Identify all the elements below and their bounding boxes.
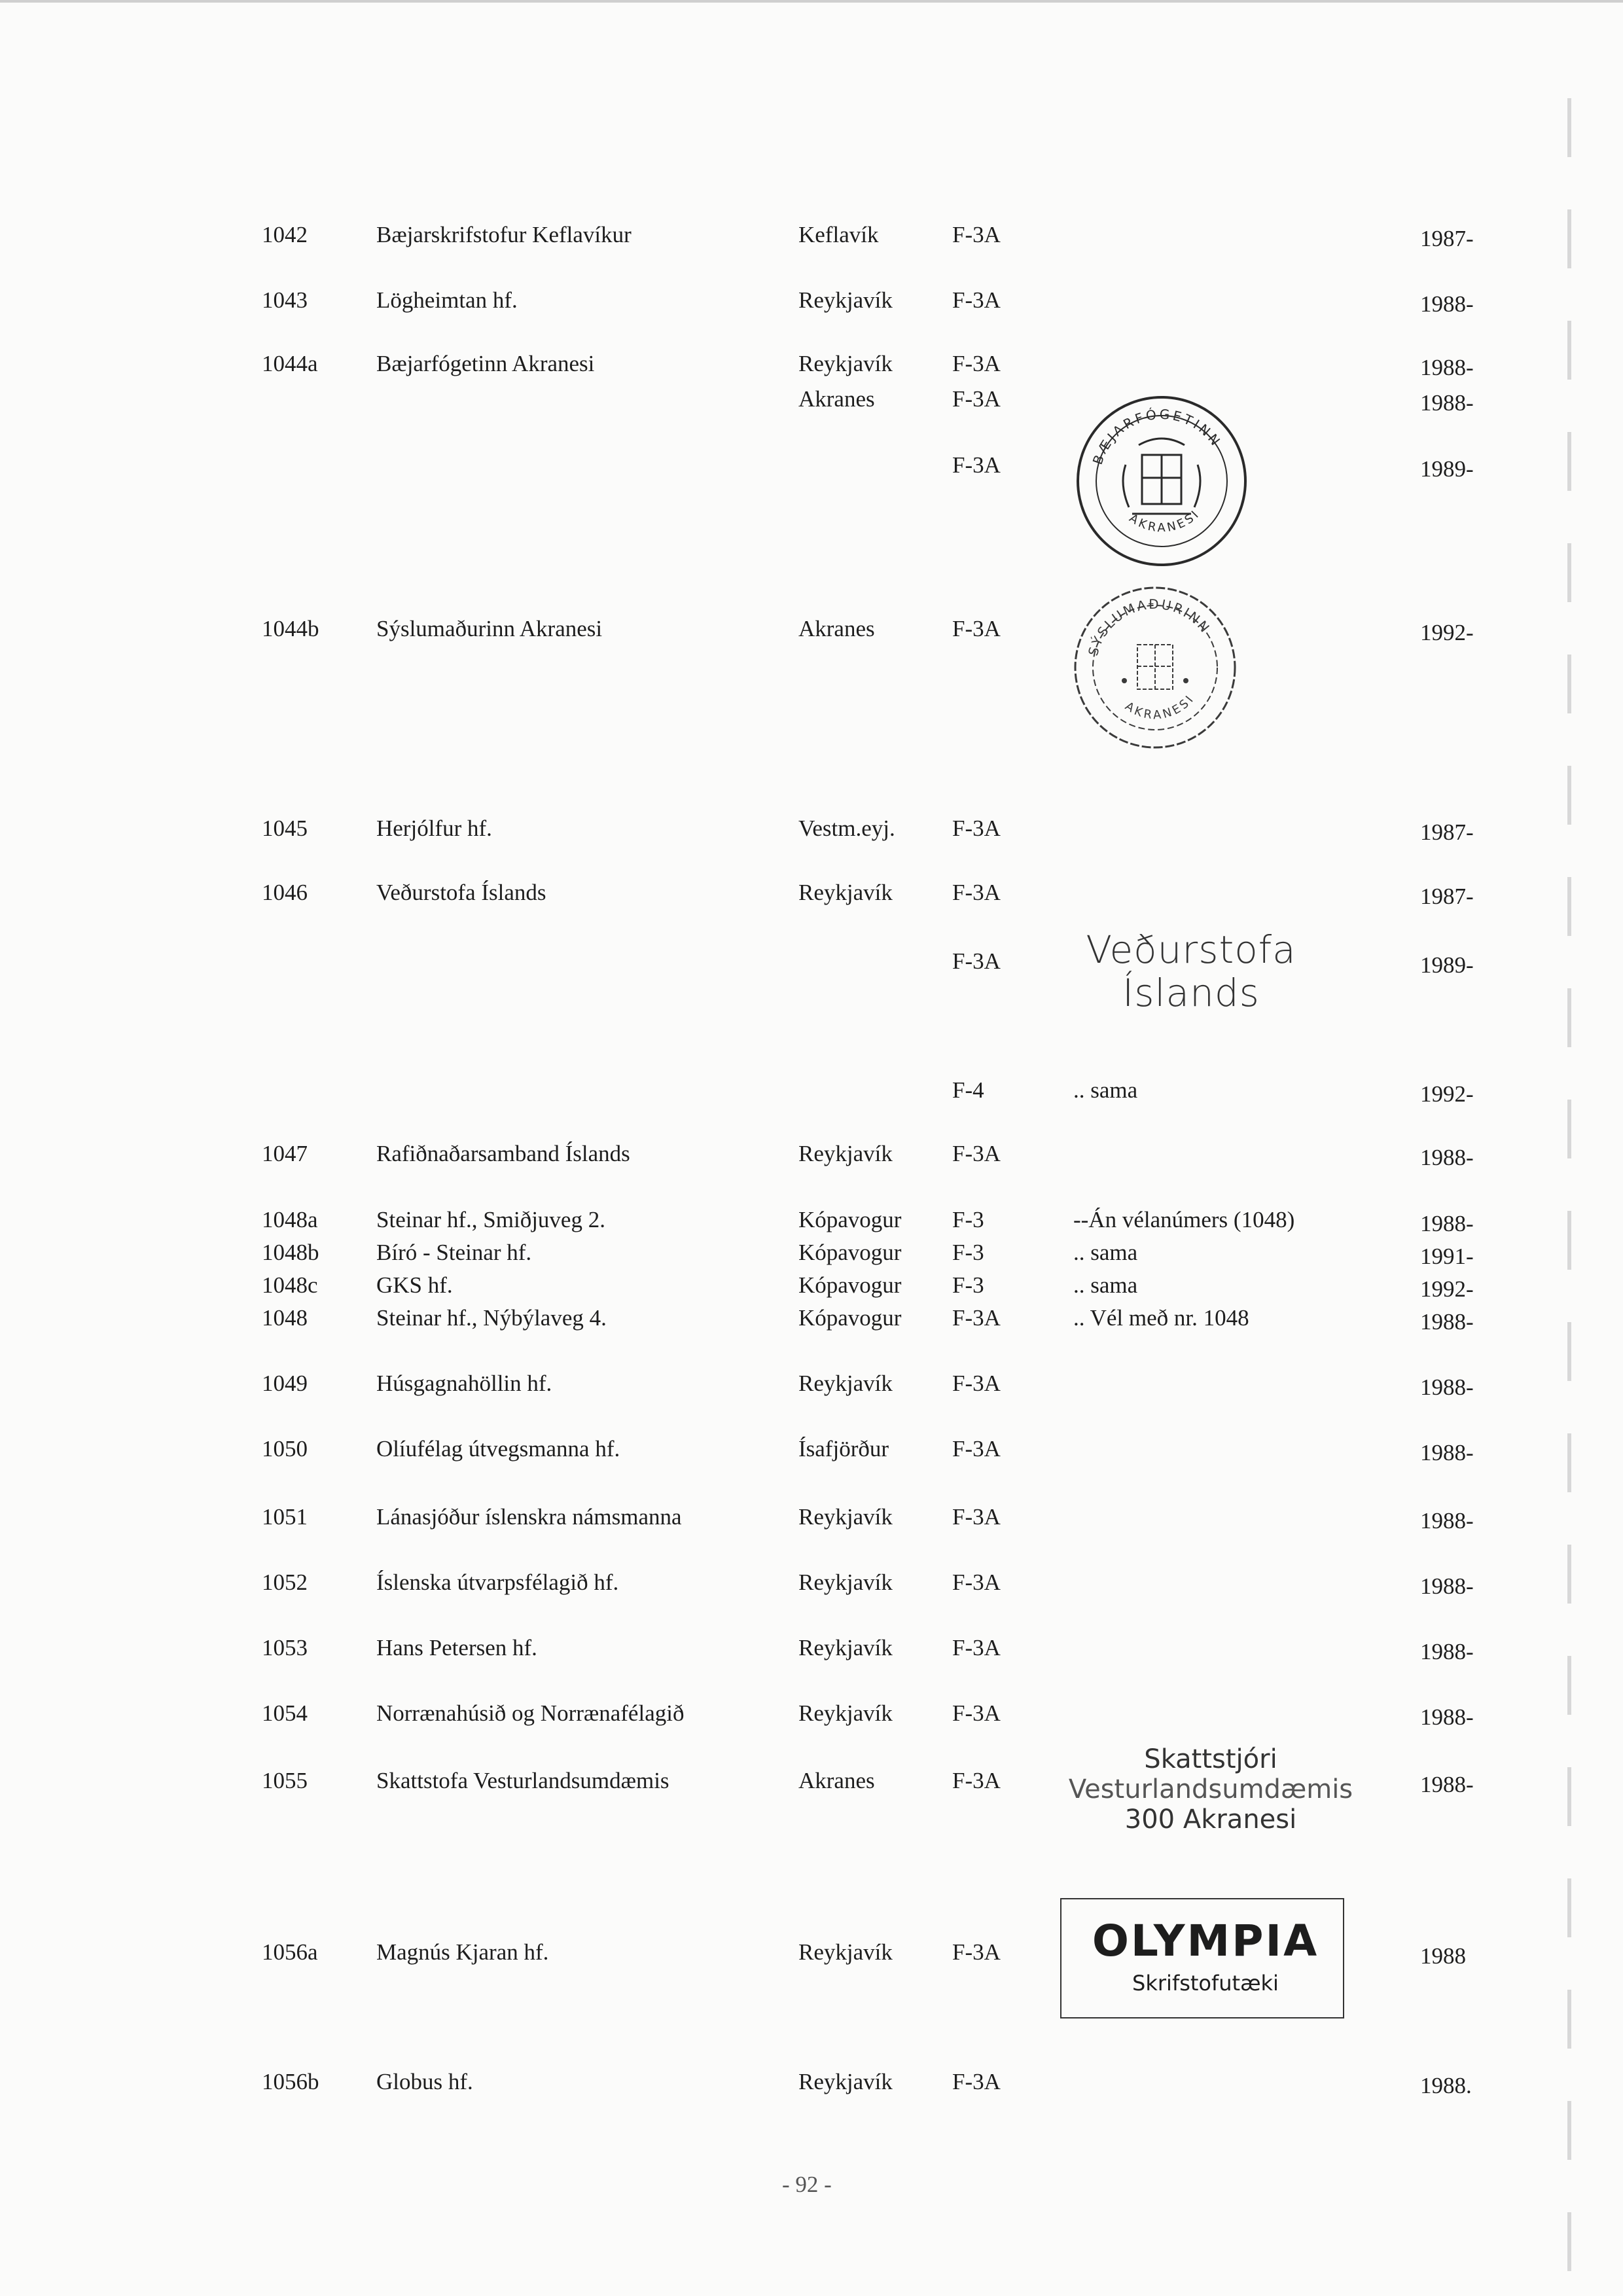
row-form: F-3 <box>952 1207 984 1232</box>
row-number: 1054 <box>262 1700 308 1726</box>
vedurstofa-stamp-line2: Íslands <box>1122 971 1260 1015</box>
scan-top-edge <box>0 0 1623 3</box>
row-number: 1056a <box>262 1939 318 1965</box>
row-year: 1988- <box>1420 1145 1474 1170</box>
row-name: Bíró - Steinar hf. <box>376 1240 532 1265</box>
row-place: Vestm.eyj. <box>798 816 895 841</box>
row-form: F-3A <box>952 386 1001 412</box>
row-note: .. sama <box>1073 1077 1138 1103</box>
skattstjori-stamp <box>1047 1744 1374 1835</box>
scan-margin-mark <box>1567 432 1571 491</box>
row-form: F-4 <box>952 1077 984 1103</box>
row-year: 1988- <box>1420 355 1474 380</box>
row-year: 1988. <box>1420 2073 1472 2098</box>
scan-margin-mark <box>1567 1656 1571 1715</box>
row-year: 1989- <box>1420 456 1474 482</box>
row-form: F-3A <box>952 1371 1001 1396</box>
row-form: F-3 <box>952 1272 984 1298</box>
row-place: Kópavogur <box>798 1305 902 1331</box>
row-place: Kópavogur <box>798 1240 902 1265</box>
row-form: F-3A <box>952 1939 1001 1965</box>
row-number: 1044a <box>262 351 318 376</box>
row-form: F-3A <box>952 1635 1001 1660</box>
row-form: F-3A <box>952 2069 1001 2094</box>
row-name: Húsgagnahöllin hf. <box>376 1371 552 1396</box>
row-year: 1988- <box>1420 1440 1474 1465</box>
row-year: 1988- <box>1420 1639 1474 1664</box>
row-form: F-3A <box>952 1504 1001 1530</box>
row-name: Bæjarskrifstofur Keflavíkur <box>376 222 632 247</box>
row-number: 1048a <box>262 1207 318 1232</box>
row-year: 1988- <box>1420 1374 1474 1400</box>
row-name: Magnús Kjaran hf. <box>376 1939 549 1965</box>
scan-margin-mark <box>1567 1433 1571 1492</box>
skatt-stamp-line1: Skattstjóri <box>1144 1744 1277 1774</box>
row-place: Reykjavík <box>798 351 893 376</box>
row-year: 1987- <box>1420 884 1474 909</box>
scan-margin-mark <box>1567 321 1571 380</box>
row-year: 1992- <box>1420 620 1474 645</box>
row-year: 1987- <box>1420 226 1474 251</box>
row-number: 1044b <box>262 616 319 641</box>
olympia-stamp <box>1060 1898 1344 2018</box>
row-name: Herjólfur hf. <box>376 816 492 841</box>
row-form: F-3A <box>952 948 1001 974</box>
row-note: --Án vélanúmers (1048) <box>1073 1207 1295 1232</box>
row-number: 1043 <box>262 287 308 313</box>
row-number: 1048 <box>262 1305 308 1331</box>
row-year: 1988- <box>1420 291 1474 317</box>
row-name: Norrænahúsið og Norrænafélagið <box>376 1700 685 1726</box>
row-number: 1056b <box>262 2069 319 2094</box>
row-place: Akranes <box>798 616 875 641</box>
scan-margin-mark <box>1567 1878 1571 1937</box>
svg-text:AKRANESI: AKRANESI <box>1126 507 1204 535</box>
svg-text:BÆJARFÓGETINN: BÆJARFÓGETINN <box>1089 406 1225 467</box>
scan-margin-mark <box>1567 1990 1571 2049</box>
skatt-stamp-line2: Vesturlandsumdæmis <box>1068 1774 1353 1804</box>
row-place: Ísafjörður <box>798 1436 889 1462</box>
row-number: 1048b <box>262 1240 319 1265</box>
row-year: 1987- <box>1420 819 1474 845</box>
row-name: Olíufélag útvegsmanna hf. <box>376 1436 620 1462</box>
row-name: Globus hf. <box>376 2069 473 2094</box>
row-place: Keflavík <box>798 222 879 247</box>
page-number: - 92 - <box>782 2172 832 2197</box>
scan-margin-mark <box>1567 988 1571 1047</box>
row-year: 1988- <box>1420 1508 1474 1534</box>
row-form: F-3A <box>952 351 1001 376</box>
olympia-subtitle: Skrifstofutæki <box>1132 1971 1279 1996</box>
row-place: Akranes <box>798 1768 875 1793</box>
row-name: Steinar hf., Smiðjuveg 2. <box>376 1207 605 1232</box>
vedurstofa-stamp-line1: Veðurstofa <box>1086 927 1296 972</box>
row-form: F-3A <box>952 1700 1001 1726</box>
scan-margin-mark <box>1567 543 1571 602</box>
row-name: Bæjarfógetinn Akranesi <box>376 351 595 376</box>
svg-text:AKRANESI: AKRANESI <box>1122 691 1198 723</box>
row-number: 1046 <box>262 880 308 905</box>
row-year: 1989- <box>1420 952 1474 978</box>
row-form: F-3A <box>952 616 1001 641</box>
scan-margin-mark <box>1567 209 1571 268</box>
row-form: F-3A <box>952 222 1001 247</box>
seal-syslumadurinn-icon <box>1067 583 1243 753</box>
row-name: Rafiðnaðarsamband Íslands <box>376 1141 630 1166</box>
row-name: Steinar hf., Nýbýlaveg 4. <box>376 1305 607 1331</box>
row-form: F-3A <box>952 1436 1001 1462</box>
row-number: 1042 <box>262 222 308 247</box>
row-name: Lánasjóður íslenskra námsmanna <box>376 1504 682 1530</box>
scan-margin-mark <box>1567 1322 1571 1381</box>
row-place: Kópavogur <box>798 1207 902 1232</box>
row-note: .. sama <box>1073 1272 1138 1298</box>
row-number: 1050 <box>262 1436 308 1462</box>
scan-margin-mark <box>1567 2212 1571 2271</box>
row-number: 1049 <box>262 1371 308 1396</box>
row-note: .. Vél með nr. 1048 <box>1073 1305 1249 1331</box>
row-form: F-3A <box>952 452 1001 478</box>
scan-margin-mark <box>1567 1767 1571 1826</box>
row-year: 1991- <box>1420 1244 1474 1269</box>
row-form: F-3A <box>952 880 1001 905</box>
row-name: Sýslumaðurinn Akranesi <box>376 616 603 641</box>
row-form: F-3A <box>952 1768 1001 1793</box>
scan-margin-mark <box>1567 1211 1571 1270</box>
row-place: Akranes <box>798 386 875 412</box>
row-name: GKS hf. <box>376 1272 453 1298</box>
row-number: 1055 <box>262 1768 308 1793</box>
row-form: F-3 <box>952 1240 984 1265</box>
row-place: Reykjavík <box>798 1371 893 1396</box>
row-place: Reykjavík <box>798 1635 893 1660</box>
row-number: 1045 <box>262 816 308 841</box>
row-form: F-3A <box>952 1141 1001 1166</box>
row-form: F-3A <box>952 287 1001 313</box>
row-year: 1992- <box>1420 1081 1474 1107</box>
row-place: Reykjavík <box>798 287 893 313</box>
row-place: Reykjavík <box>798 1570 893 1595</box>
row-name: Íslenska útvarpsfélagið hf. <box>376 1570 619 1595</box>
row-name: Veðurstofa Íslands <box>376 880 546 905</box>
row-year: 1988- <box>1420 1309 1474 1335</box>
row-year: 1988- <box>1420 1211 1474 1236</box>
row-number: 1051 <box>262 1504 308 1530</box>
seal-baejarfogetinn-icon <box>1073 393 1250 569</box>
svg-text:SÝSLUMAÐURINN: SÝSLUMAÐURINN <box>1084 596 1214 658</box>
skatt-stamp-line3: 300 Akranesi <box>1124 1804 1297 1835</box>
scan-margin-mark <box>1567 2101 1571 2160</box>
scan-margin-mark <box>1567 655 1571 713</box>
row-place: Reykjavík <box>798 1939 893 1965</box>
row-place: Kópavogur <box>798 1272 902 1298</box>
row-place: Reykjavík <box>798 2069 893 2094</box>
row-form: F-3A <box>952 816 1001 841</box>
row-year: 1988- <box>1420 390 1474 416</box>
row-name: Skattstofa Vesturlandsumdæmis <box>376 1768 669 1793</box>
row-place: Reykjavík <box>798 1141 893 1166</box>
scan-margin-mark <box>1567 766 1571 825</box>
row-number: 1053 <box>262 1635 308 1660</box>
scan-margin-mark <box>1567 1100 1571 1158</box>
scan-margin-mark <box>1567 98 1571 157</box>
row-place: Reykjavík <box>798 880 893 905</box>
row-form: F-3A <box>952 1305 1001 1331</box>
row-place: Reykjavík <box>798 1504 893 1530</box>
row-year: 1992- <box>1420 1276 1474 1302</box>
row-year: 1988- <box>1420 1772 1474 1797</box>
row-number: 1052 <box>262 1570 308 1595</box>
olympia-logo: OLYMPIA <box>1092 1916 1319 1966</box>
row-year: 1988- <box>1420 1573 1474 1599</box>
row-name: Hans Petersen hf. <box>376 1635 537 1660</box>
row-year: 1988 <box>1420 1943 1466 1969</box>
row-place: Reykjavík <box>798 1700 893 1726</box>
scan-margin-mark <box>1567 877 1571 936</box>
scan-margin-mark <box>1567 1545 1571 1604</box>
row-year: 1988- <box>1420 1704 1474 1730</box>
row-form: F-3A <box>952 1570 1001 1595</box>
row-note: .. sama <box>1073 1240 1138 1265</box>
row-number: 1047 <box>262 1141 308 1166</box>
row-name: Lögheimtan hf. <box>376 287 518 313</box>
vedurstofa-stamp <box>1067 928 1315 1014</box>
row-number: 1048c <box>262 1272 318 1298</box>
